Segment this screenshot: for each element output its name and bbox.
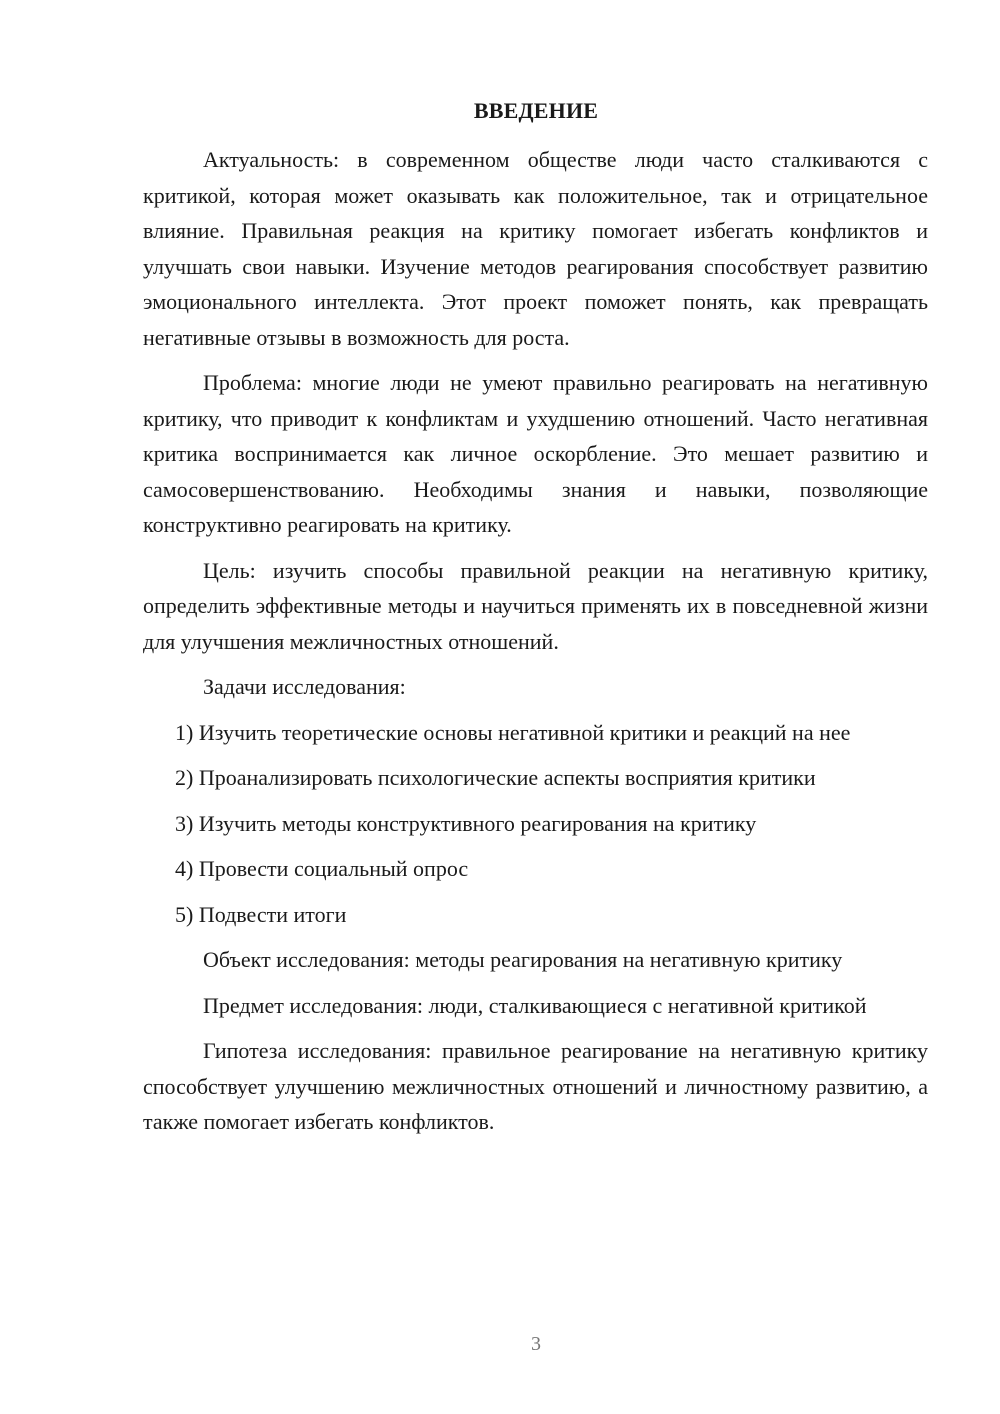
goal-paragraph: Цель: изучить способы правильной реакции на негативную критику, определить эффективные методы и научиться применять их в повседневной жизни для улучшения межличностных отношений. xyxy=(143,557,928,654)
hypothesis-paragraph: Гипотеза исследования: правильное реагирование на негативную критику способствует улучшению межличностных отношений и личностному развитию, а также помогает избегать конфликтов. xyxy=(143,1038,928,1134)
task-item: 2) Проанализировать психологические аспекты восприятия критики xyxy=(175,765,816,790)
relevance-paragraph: Актуальность: в современном обществе люди часто сталкиваются с критикой, которая может оказывать как положительное, так и отрицательное влияние. Правильная реакция на критику помогает избегать конфликтов и улучшать свои навыки. Изучение методов реагирования способствует развитию эмоционального интеллекта. Этот проект поможет понять, как превращать негативные отзывы в возможность для роста. xyxy=(143,147,928,350)
task-item: 4) Провести социальный опрос xyxy=(175,856,469,881)
tasks-heading: Задачи исследования: xyxy=(203,674,406,699)
page-title: ВВЕДЕНИЕ xyxy=(473,98,599,123)
task-item: 3) Изучить методы конструктивного реагирования на критику xyxy=(175,810,757,836)
page-number: 3 xyxy=(531,1333,541,1355)
problem-paragraph: Проблема: многие люди не умеют правильно реагировать на негативную критику, что приводит к конфликтам и ухудшению отношений. Часто негативная критика воспринимается как личное оскорбление. Это мешает развитию и самосовершенствованию. Необходимы знания и навыки, позволяющие конструктивно реагировать на критику. xyxy=(143,370,928,537)
object-paragraph: Объект исследования: методы реагирования на негативную критику xyxy=(203,947,843,972)
task-item: 1) Изучить теоретические основы негативной критики и реакций на нее xyxy=(175,719,851,745)
document-body xyxy=(143,142,928,1150)
subject-paragraph: Предмет исследования: люди, сталкивающиеся с негативной критикой xyxy=(203,992,867,1018)
task-item: 5) Подвести итоги xyxy=(175,901,347,927)
